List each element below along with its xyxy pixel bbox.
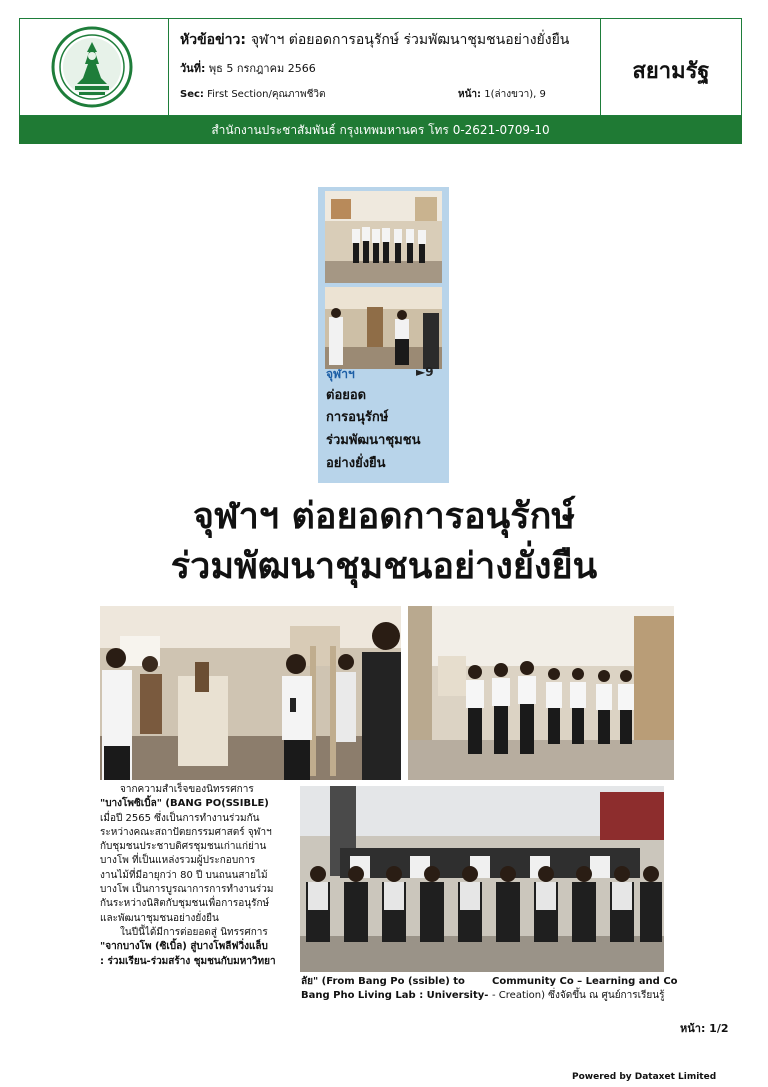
- date-label: วันที่:: [180, 62, 206, 75]
- article-text-line: ระหว่างคณะสถาปัตยกรรมศาสตร์ จุฬาฯ: [100, 826, 272, 838]
- section-value: First Section/คุณภาพชีวิต: [207, 89, 326, 100]
- article-text-line: Community Co – Learning and Co: [492, 976, 678, 987]
- article-text-line: จากความสำเร็จของนิทรรศการ: [120, 784, 254, 795]
- teaser-line: ต่อยอด: [326, 388, 367, 403]
- article-column-3: [492, 975, 682, 1004]
- article-text-line: "บางโพซิเบิ้ล" (BANG PO(SSIBLE): [100, 798, 269, 810]
- date-value: พุธ 5 กรกฎาคม 2566: [208, 62, 316, 75]
- teaser-photo-speaker: [325, 287, 442, 369]
- clipping-page-number: หน้า: 1/2: [680, 1022, 729, 1035]
- article-text-line: และพัฒนาชุมชนอย่างยั่งยืน: [100, 912, 219, 924]
- section-label: Sec:: [180, 89, 204, 100]
- powered-by-credit: Powered by Dataxet Limited: [572, 1072, 717, 1082]
- clipping-header: [19, 18, 742, 116]
- article-text-line: Bang Pho Living Lab : University-: [301, 990, 489, 1002]
- teaser-photo-group: [325, 191, 442, 283]
- logo-cell: [20, 19, 169, 115]
- page-value: 1(ล่างขวา), 9: [484, 89, 546, 100]
- article-text-line: เมื่อปี 2565 ซึ่งเป็นการทำงานร่วมกัน: [100, 812, 260, 824]
- headline-row: [180, 29, 569, 51]
- teaser-line: อย่างยั่งยืน: [326, 456, 386, 471]
- photo-community-group: [300, 786, 664, 972]
- teaser-line: ร่วมพัฒนาชุมชน: [326, 433, 421, 448]
- photo-exhibition-speaker: [100, 606, 401, 780]
- photo-students-group: [408, 606, 674, 780]
- office-contact-bar: สำนักงานประชาสัมพันธ์ กรุงเทพมหานคร โทร 0-2621-0709-10: [19, 116, 742, 144]
- article-text-line: ในปีนี้ได้มีการต่อยอดสู่ นิทรรศการ: [120, 926, 268, 938]
- publication-cell: [600, 19, 741, 115]
- article-title-line-2: ร่วมพัฒนาชุมชนอย่างยั่งยืน: [170, 546, 598, 587]
- headline-label: หัวข้อข่าว:: [180, 32, 246, 48]
- article-text-line: : ร่วมเรียน-ร่วมสร้าง ชุมชนกับมหาวิทยา: [100, 955, 276, 967]
- article-text-line: บางโพ ที่เป็นแหล่งรวมผู้ประกอบการ: [100, 855, 256, 867]
- article-title-line-1: จุฬาฯ ต่อยอดการอนุรักษ์: [192, 496, 576, 537]
- clipping-meta: [178, 19, 608, 115]
- teaser-kicker: จุฬาฯ: [326, 367, 355, 381]
- article-text-line: บางโพ เป็นการบูรณาการการทำงานร่วม: [100, 884, 274, 896]
- teaser-page-ref: ►9: [416, 365, 434, 379]
- article-text-line: "จากบางโพ (ซิเบิ้ล) สู่บางโพลีฟวิ่งแล็บ: [100, 941, 268, 953]
- date-row: [180, 59, 316, 77]
- teaser-line: การอนุรักษ์: [326, 410, 389, 425]
- publication-name: สยามรัฐ: [632, 59, 710, 84]
- article-text-line: กันระหว่างนิสิตกับชุมชนเพื่อการอนุรักษ์: [100, 898, 270, 910]
- article-text-line: ลัย" (From Bang Po (ssible) to: [301, 976, 465, 987]
- page-row: [458, 87, 546, 102]
- article-column-1: [100, 783, 290, 969]
- article-text-line: งานไม้ที่มีอายุกว่า 80 ปี บนถนนสายไม้: [100, 869, 268, 881]
- article-text-line: - Creation) ซึ่งจัดขึ้น ณ ศูนย์การเรียนรู้: [492, 990, 665, 1002]
- front-page-teaser: [318, 187, 449, 483]
- headline-value: จุฬาฯ ต่อยอดการอนุรักษ์ ร่วมพัฒนาชุมชนอย่างยั่งยืน: [250, 32, 570, 48]
- bangkok-city-seal-icon: [51, 26, 133, 108]
- section-row: [180, 87, 326, 102]
- page-label: หน้า:: [458, 89, 482, 100]
- article-text-line: กับชุมชนประชาบดิศรชุมชนเก่าแก่ย่าน: [100, 841, 267, 853]
- article-column-2: [301, 975, 491, 1004]
